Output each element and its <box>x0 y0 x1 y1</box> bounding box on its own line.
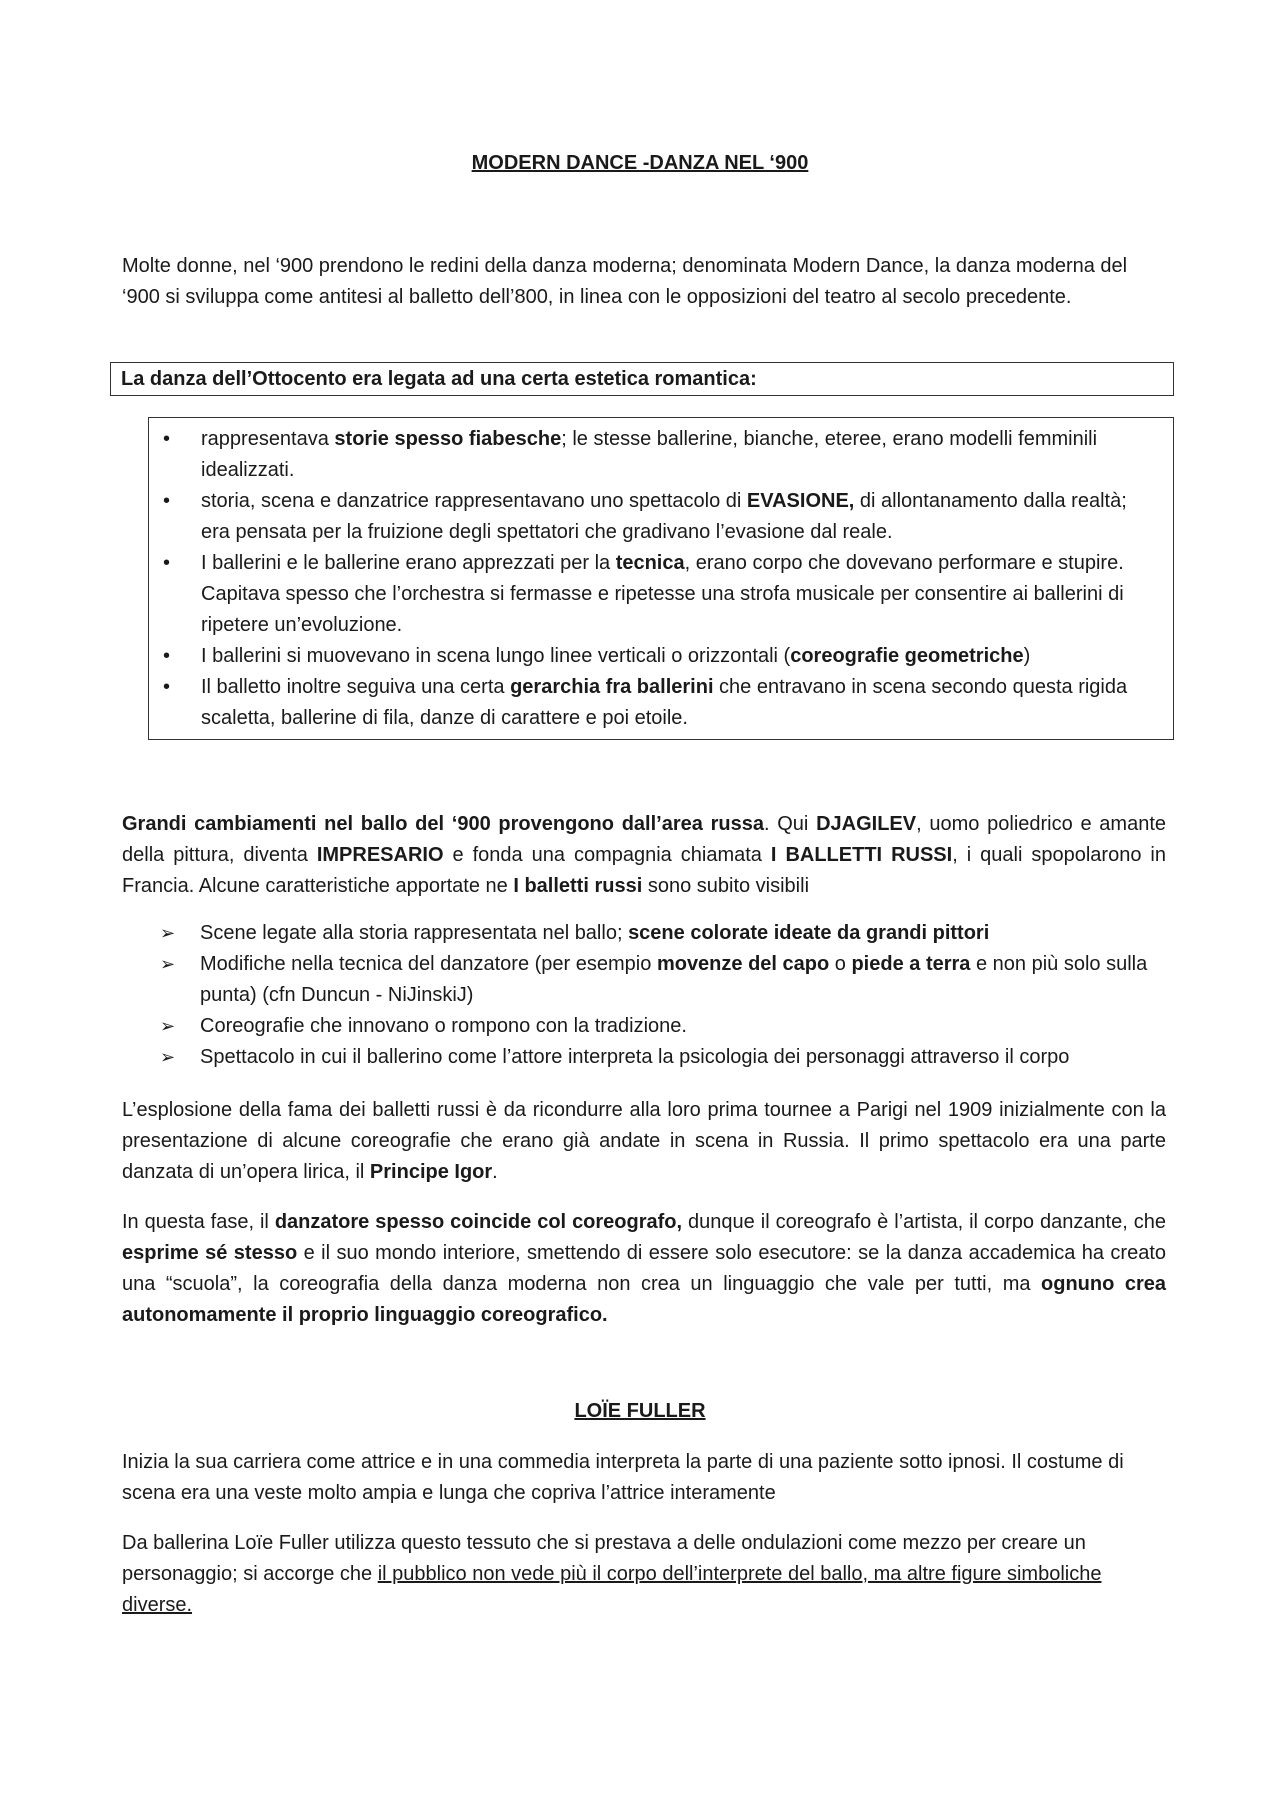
list-item: • rappresentava storie spesso fiabesche; le stesse ballerine, bianche, eteree, erano modelli femminili idealizzati. <box>149 424 1161 486</box>
phase-paragraph: In questa fase, il danzatore spesso coincide col coreografo, dunque il coreografo è l’artista, il corpo danzante, che esprime sé stesso e il suo mondo interiore, smettendo di essere solo esecutore: se la danza accademica ha creato una “scuola”, la coreografia della danza moderna non crea un linguaggio che vale per tutti, ma ognuno crea autonomamente il proprio linguaggio coreografico. <box>122 1211 1167 1326</box>
list-item: • I ballerini e le ballerine erano apprezzati per la tecnica, erano corpo che dovevano performare e stupire. Capitava spesso che l’orchestra si fermasse e ripetesse una strofa musicale per consentire ai ballerini di ripetere un’evoluzione. <box>149 548 1161 641</box>
arrow-bullet-icon: ➢ <box>160 1016 176 1036</box>
bullet-icon: • <box>163 428 171 450</box>
page-title: MODERN DANCE -DANZA NEL ‘900 <box>471 152 809 174</box>
arrow-bullet-icon: ➢ <box>160 923 176 943</box>
list-item: ➢ Coreografie che innovano o rompono con la tradizione. <box>160 1011 1170 1042</box>
arrow-bullet-icon: ➢ <box>160 1047 176 1067</box>
bullet-icon: • <box>163 552 171 574</box>
bullet-icon: • <box>163 490 171 512</box>
list-item: ➢ Scene legate alla storia rappresentata nel ballo; scene colorate ideate da grandi pittori <box>160 918 1170 949</box>
fuller-paragraph-2: Da ballerina Loïe Fuller utilizza questo tessuto che si prestava a delle ondulazioni come mezzo per creare un personaggio; si accorge che il pubblico non vede più il corpo dell’interprete del ballo, ma altre figure simboliche diverse. <box>122 1532 1102 1616</box>
list-item: ➢ Modifiche nella tecnica del danzatore (per esempio movenze del capo o piede a terra e non più solo sulla punta) (cfn Duncun - NiJinskiJ) <box>160 949 1170 1011</box>
arrow-bullet-icon: ➢ <box>160 954 176 974</box>
list-item: • storia, scena e danzatrice rappresentavano uno spettacolo di EVASIONE, di allontanamento dalla realtà; era pensata per la fruizione degli spettatori che gradivano l’evasione dal reale. <box>149 486 1161 548</box>
features-list <box>160 918 1170 1073</box>
russian-ballet-paragraph: Grandi cambiamenti nel ballo del ‘900 provengono dall’area russa. Qui DJAGILEV, uomo poliedrico e amante della pittura, diventa IMPRESARIO e fonda una compagnia chiamata I BALLETTI RUSSI, i quali spopolarono in Francia. Alcune caratteristiche apportate ne I balletti russi sono subito visibili <box>122 813 1167 897</box>
romantic-list-box <box>148 417 1174 740</box>
romantic-list <box>149 424 1161 734</box>
fuller-paragraph-1: Inizia la sua carriera come attrice e in una commedia interpreta la parte di una paziente sotto ipnosi. Il costume di scena era una veste molto ampia e lunga che copriva l’attrice interamente <box>122 1451 1124 1504</box>
list-item: • Il balletto inoltre seguiva una certa gerarchia fra ballerini che entravano in scena secondo questa rigida scaletta, ballerine di fila, danze di carattere e poi etoile. <box>149 672 1161 734</box>
section-title-fuller: LOÏE FULLER <box>574 1400 706 1422</box>
bullet-icon: • <box>163 645 171 667</box>
romantic-heading-box <box>110 362 1174 396</box>
list-item: • I ballerini si muovevano in scena lungo linee verticali o orizzontali (coreografie geometriche) <box>149 641 1161 672</box>
list-item: ➢ Spettacolo in cui il ballerino come l’attore interpreta la psicologia dei personaggi attraverso il corpo <box>160 1042 1170 1073</box>
romantic-heading: La danza dell’Ottocento era legata ad una certa estetica romantica: <box>121 368 757 390</box>
bullet-icon: • <box>163 676 171 698</box>
tour-paragraph: L’esplosione della fama dei balletti russi è da ricondurre alla loro prima tournee a Parigi nel 1909 inizialmente con la presentazione di alcune coreografie che erano già andate in scena in Russia. Il primo spettacolo era una parte danzata di un’opera lirica, il Principe Igor. <box>122 1099 1166 1183</box>
intro-paragraph: Molte donne, nel ‘900 prendono le redini della danza moderna; denominata Modern Dance, la danza moderna del ‘900 si sviluppa come antitesi al balletto dell’800, in linea con le opposizioni del teatro al secolo precedente. <box>122 255 1128 308</box>
